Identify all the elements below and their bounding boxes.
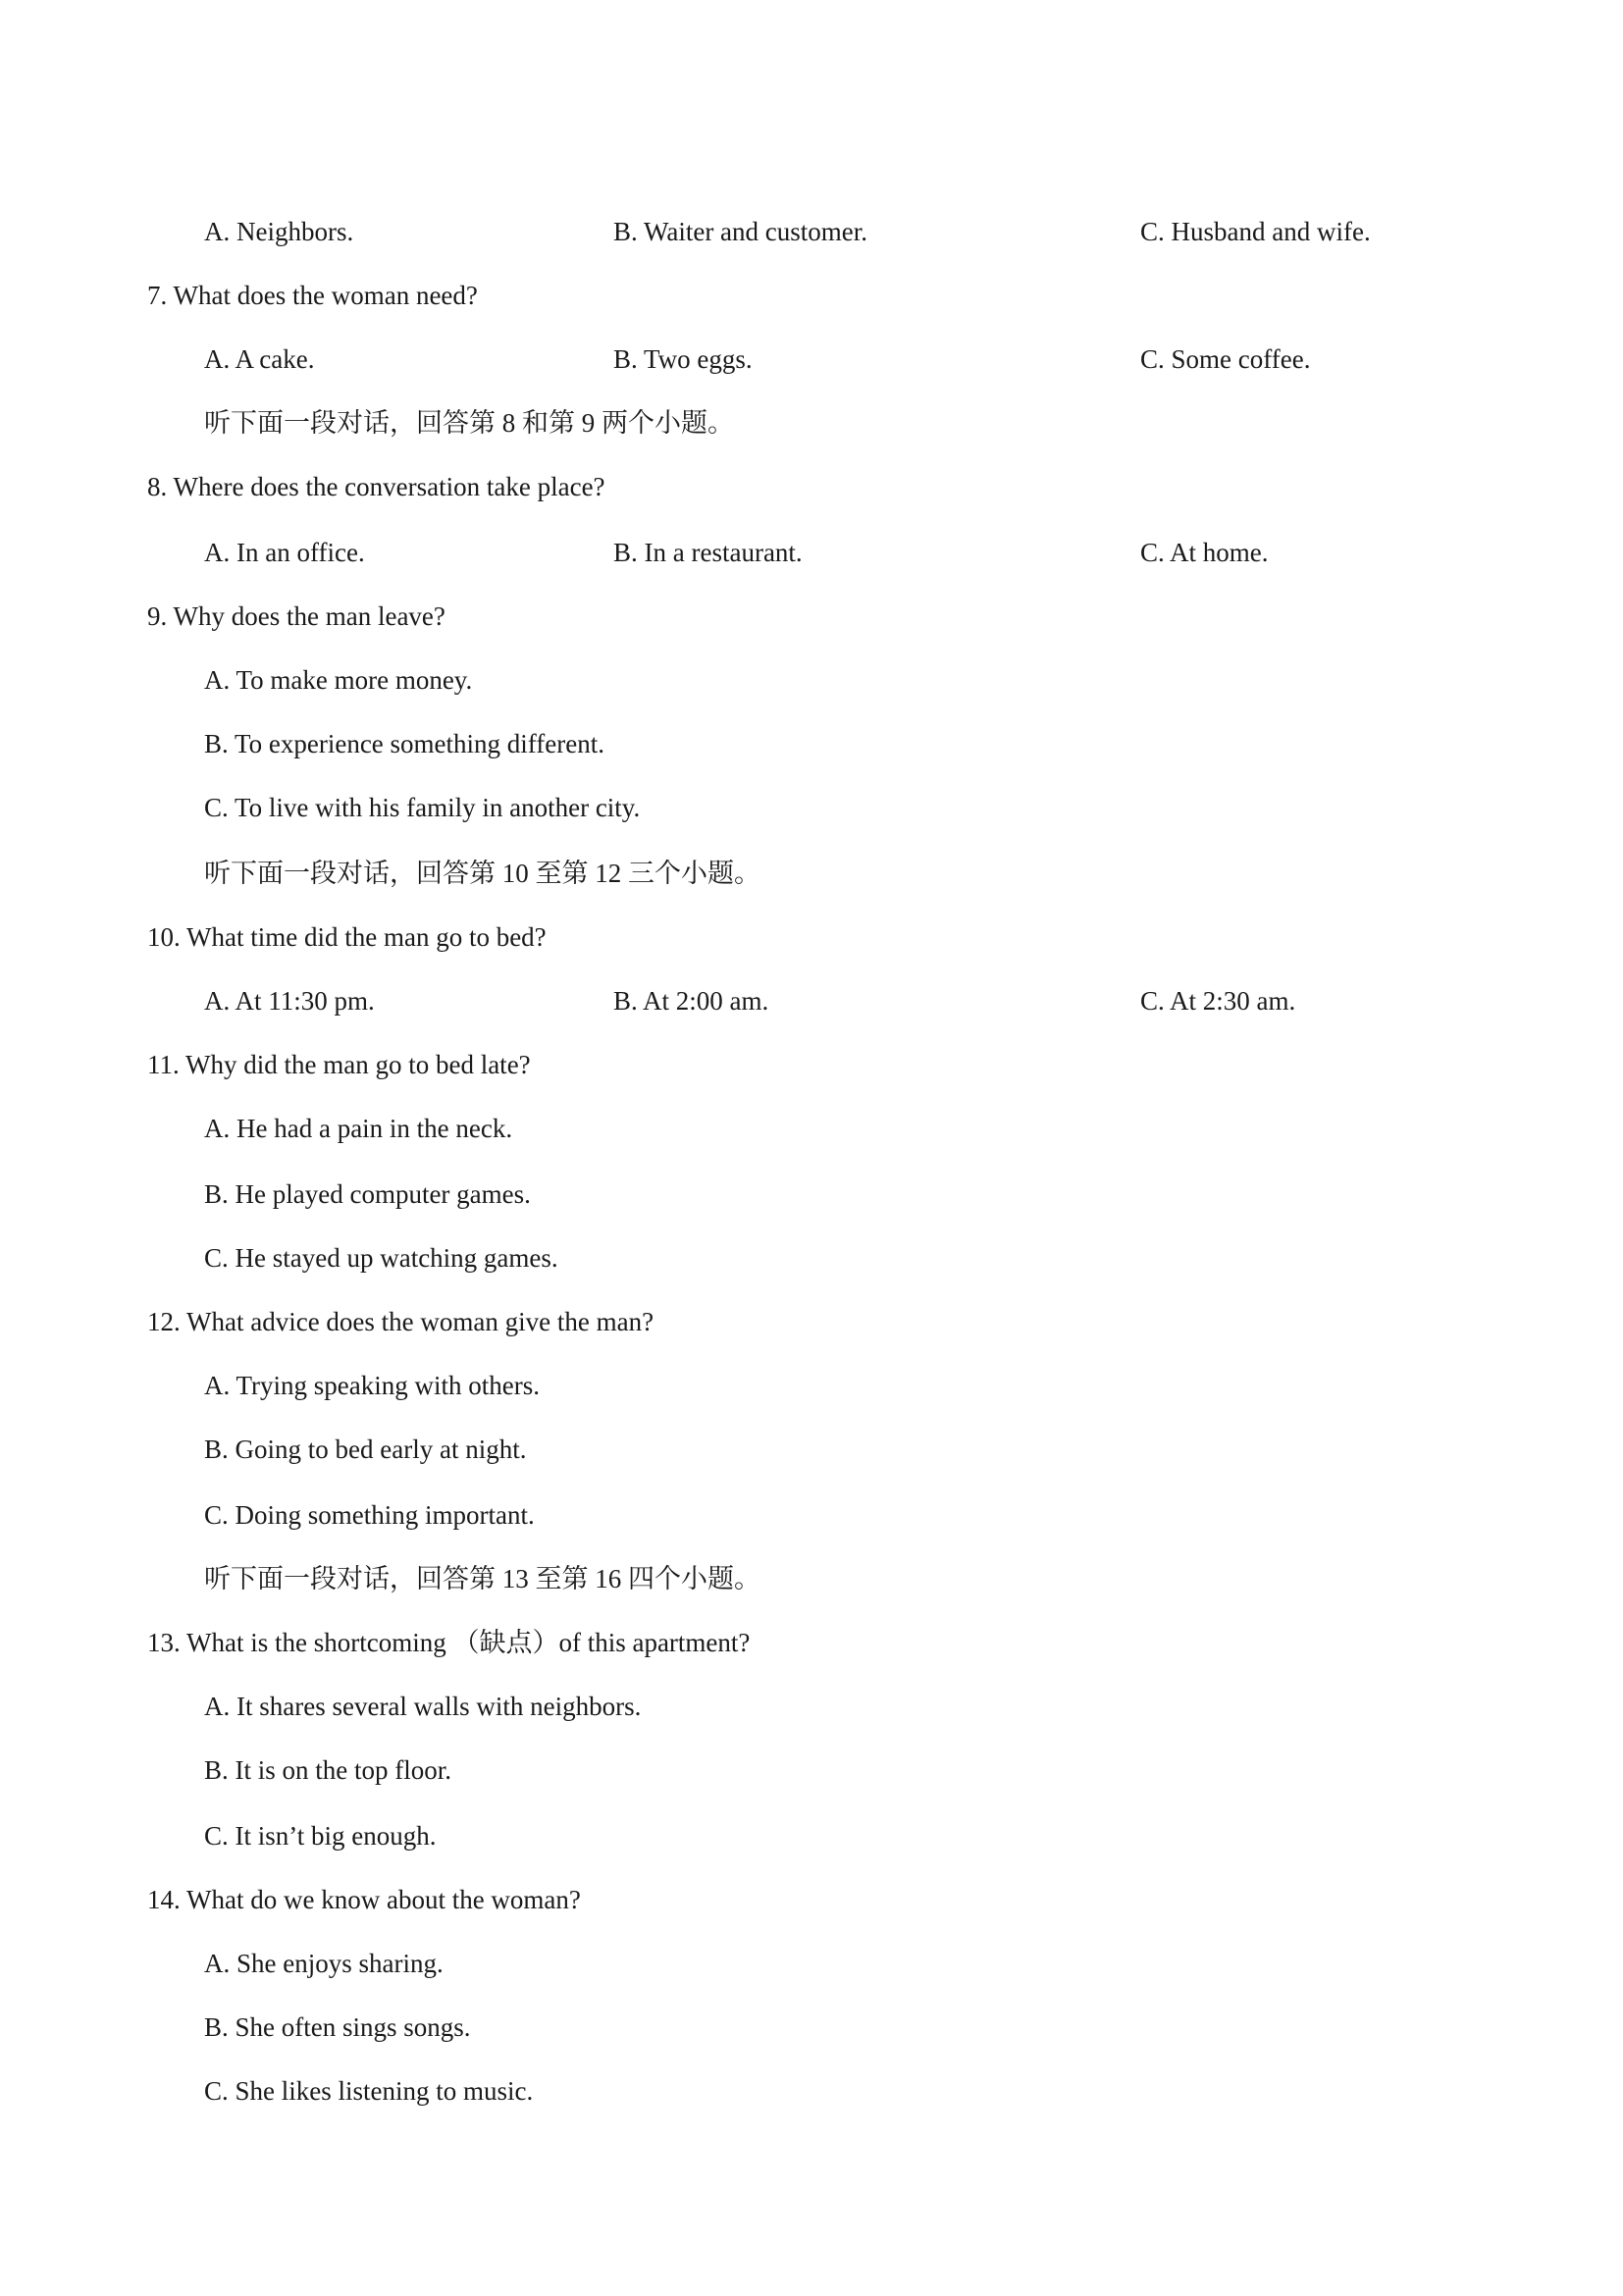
q12-option-b: B. Going to bed early at night. <box>204 1435 527 1464</box>
question-13: 13. What is the shortcoming （缺点）of this apartment? <box>147 1628 751 1657</box>
q8-option-b: B. In a restaurant. <box>613 538 803 567</box>
q14-option-c: C. She likes listening to music. <box>204 2076 534 2106</box>
q11-option-c: C. He stayed up watching games. <box>204 1243 558 1273</box>
q8-option-c: C. At home. <box>1140 538 1269 567</box>
q6-option-a: A. Neighbors. <box>204 217 354 246</box>
question-14: 14. What do we know about the woman? <box>147 1885 581 1914</box>
q6-option-c: C. Husband and wife. <box>1140 217 1371 246</box>
question-12: 12. What advice does the woman give the man? <box>147 1307 654 1336</box>
q14-option-b: B. She often sings songs. <box>204 2012 471 2042</box>
q8-option-a: A. In an office. <box>204 538 365 567</box>
q11-option-b: B. He played computer games. <box>204 1179 531 1209</box>
q7-option-b: B. Two eggs. <box>613 344 753 374</box>
q13-option-b: B. It is on the top floor. <box>204 1755 451 1785</box>
question-8: 8. Where does the conversation take place? <box>147 472 605 501</box>
q14-option-a: A. She enjoys sharing. <box>204 1949 444 1978</box>
q10-option-b: B. At 2:00 am. <box>613 986 769 1016</box>
q9-option-c: C. To live with his family in another city. <box>204 793 641 822</box>
question-11: 11. Why did the man go to bed late? <box>147 1050 531 1079</box>
question-10: 10. What time did the man go to bed? <box>147 922 547 952</box>
q13-option-c: C. It isn’t big enough. <box>204 1821 437 1851</box>
question-7: 7. What does the woman need? <box>147 281 478 310</box>
instruction-13-16: 听下面一段对话，回答第 13 至第 16 四个小题。 <box>204 1564 760 1593</box>
q11-option-a: A. He had a pain in the neck. <box>204 1114 513 1143</box>
q6-option-b: B. Waiter and customer. <box>613 217 868 246</box>
q7-option-c: C. Some coffee. <box>1140 344 1311 374</box>
instruction-10-12: 听下面一段对话，回答第 10 至第 12 三个小题。 <box>204 859 760 888</box>
q12-option-c: C. Doing something important. <box>204 1500 535 1530</box>
q10-option-a: A. At 11:30 pm. <box>204 986 375 1016</box>
q10-option-c: C. At 2:30 am. <box>1140 986 1296 1016</box>
q12-option-a: A. Trying speaking with others. <box>204 1371 541 1400</box>
q13-option-a: A. It shares several walls with neighbors. <box>204 1692 642 1721</box>
q7-option-a: A. A cake. <box>204 344 315 374</box>
question-9: 9. Why does the man leave? <box>147 601 445 631</box>
instruction-8-9: 听下面一段对话，回答第 8 和第 9 两个小题。 <box>204 408 734 438</box>
q9-option-b: B. To experience something different. <box>204 729 604 758</box>
q9-option-a: A. To make more money. <box>204 665 473 695</box>
